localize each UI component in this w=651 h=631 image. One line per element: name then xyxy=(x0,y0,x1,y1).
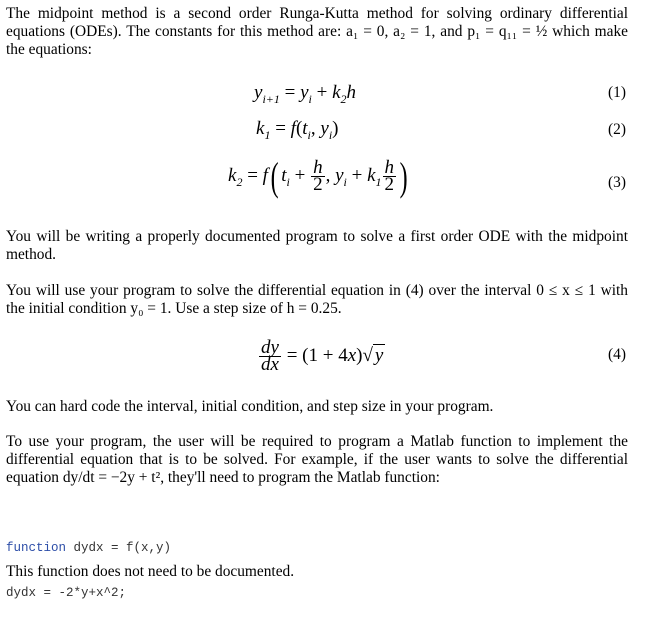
equation-1-number: (1) xyxy=(608,84,626,101)
program-paragraph: You will be writing a properly documented program to solve a first order ODE with the midpoint method. xyxy=(6,228,628,263)
hardcode-paragraph: You can hard code the interval, initial condition, and step size in your program. xyxy=(6,398,494,415)
equation-1: $y_{i+1} = y_i + k_2h$ xyxy=(254,82,357,106)
code-signature: dydx = f(x,y) xyxy=(66,541,172,555)
intro-paragraph: The midpoint method is a second order Runga-Kutta method for solving ordinary differential equations (ODEs). The constants for this method are: a₁ = 0, a₂ = 1, and p₁ = q₁₁ = ½ which make the equations: xyxy=(6,5,628,58)
equation-3: $k_2 = f$( $t_i$ + $\frac{h}{2}$ , $y_i + k_1$ $\frac{h}{2}$ ) xyxy=(228,153,408,199)
equation-3-number: (3) xyxy=(608,174,626,191)
code-keyword: function xyxy=(6,541,67,555)
equation-4: $\frac{dy}{dx}$ = (1 + 4x)√ y xyxy=(261,337,384,375)
equation-2: $k_1 = f(t_i$, $y_i$) xyxy=(256,118,339,142)
equation-4-number: (4) xyxy=(608,346,626,363)
matlab-paragraph: To use your program, the user will be required to program a Matlab function to implement the differential equation that is to be solved. For example, if the user wants to solve the differential equation dy/dt = −2y + t², they'll need to program the Matlab function: xyxy=(6,433,628,486)
code-line-2: dydx = -2*y+x^2; xyxy=(6,586,127,600)
usage-paragraph: You will use your program to solve the differential equation in (4) over the interval 0 ≤ x ≤ 1 with the initial condition y₀ = 1. Use a step size of h = 0.25. xyxy=(6,282,628,317)
code-line-1 xyxy=(6,541,171,556)
equation-2-number: (2) xyxy=(608,121,626,138)
closing-paragraph: This function does not need to be documented. xyxy=(6,563,295,580)
